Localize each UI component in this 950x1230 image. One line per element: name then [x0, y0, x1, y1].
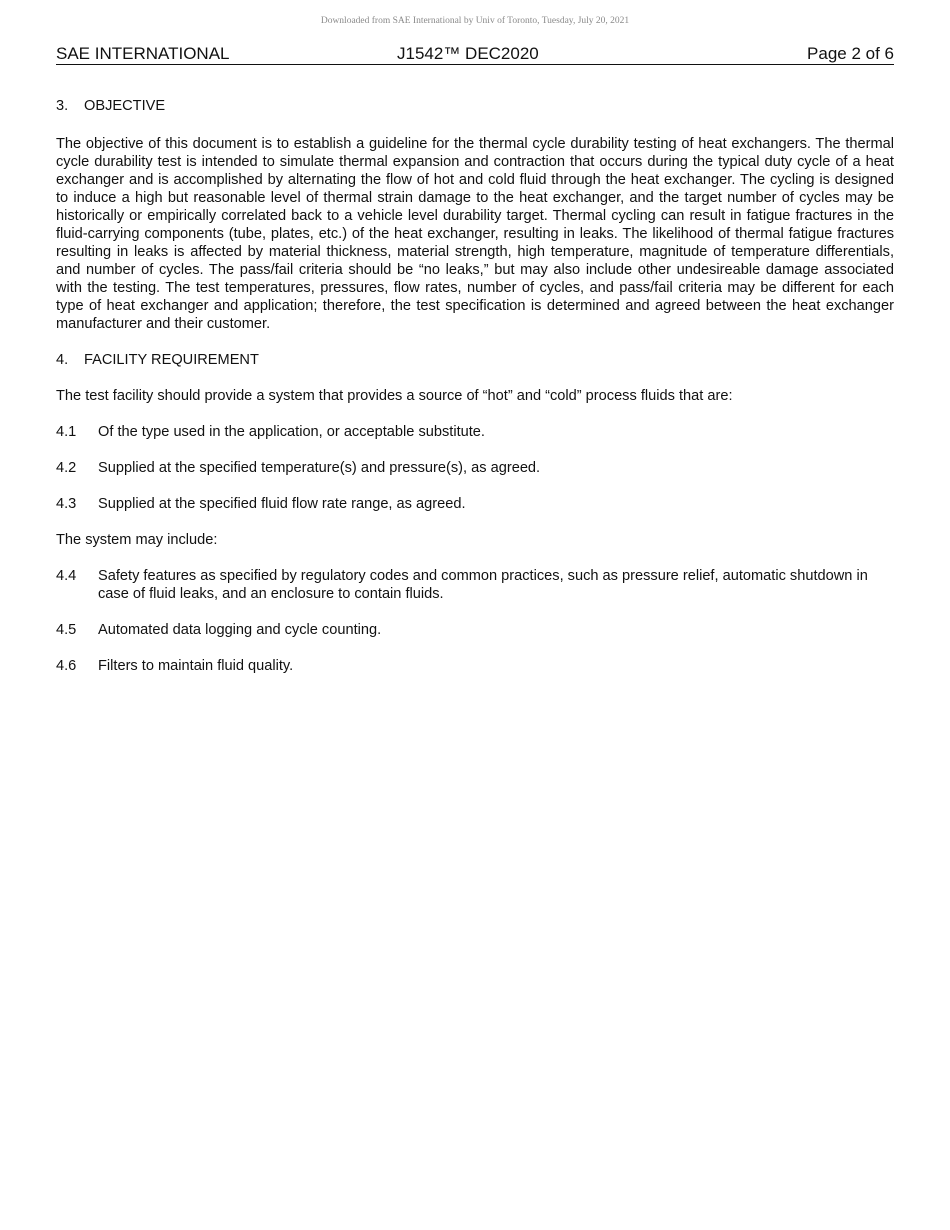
list-item-text: Automated data logging and cycle counting.	[98, 622, 382, 638]
list-item-number: 4.1	[56, 424, 77, 440]
list-item-text: Supplied at the specified temperature(s) and pressure(s), as agreed.	[98, 460, 541, 476]
list-item-number: 4.3	[56, 496, 77, 512]
list-item-number: 4.5	[56, 622, 77, 638]
document-body	[56, 97, 894, 675]
list-item-number: 4.4	[56, 568, 77, 584]
list-item	[56, 459, 894, 477]
header-document-id: J1542™ DEC2020	[397, 44, 539, 63]
facility-intro-paragraph: The test facility should provide a system that provides a source of “hot” and “cold” process fluids that are:	[56, 388, 733, 404]
list-item	[56, 495, 894, 513]
header-page-number: Page 2 of 6	[807, 44, 894, 63]
list-item	[56, 423, 894, 441]
header-organization: SAE INTERNATIONAL	[56, 44, 230, 63]
list-item	[56, 621, 894, 639]
download-watermark: Downloaded from SAE International by Univ of Toronto, Tuesday, July 20, 2021	[320, 16, 630, 26]
list-item	[56, 657, 894, 675]
list-item-number: 4.2	[56, 460, 77, 476]
list-item-text: Filters to maintain fluid quality.	[98, 658, 294, 674]
section-heading-objective	[56, 97, 894, 115]
list-item-text: Supplied at the specified fluid flow rate range, as agreed.	[98, 496, 466, 512]
section-number: 3.	[56, 98, 69, 114]
running-header	[56, 44, 894, 65]
section-heading-facility	[56, 351, 894, 369]
section-title: FACILITY REQUIREMENT	[84, 352, 259, 368]
objective-paragraph: The objective of this document is to establish a guideline for the thermal cycle durability testing of heat exchangers. The thermal cycle durability test is intended to simulate thermal expansion and contraction that occurs during the typical duty cycle of a heat exchanger and is accomplished by alternating the flow of hot and cold fluid through the heat exchanger. The cycling is designed to induce a high but reasonable level of thermal strain damage to the heat exchanger, and the target number of cycles may be historically or empirically correlated back to a vehicle level durability target. Thermal cycling can result in fatigue fractures in the fluid-carrying components (tube, plates, etc.) of the heat exchanger, resulting in leaks. The likelihood of thermal fatigue fractures resulting in leaks is affected by material thickness, material strength, high temperature, magnitude of temperature differentials, and number of cycles. The pass/fail criteria should be “no leaks,” but may also include other undesireable damage associated with the testing. The test temperatures, pressures, flow rates, number of cycles, and pass/fail criteria may be different for each type of heat exchanger and application; therefore, the test specification is determined and agreed between the heat exchanger manufacturer and their customer.	[56, 136, 894, 332]
list-item-text: Of the type used in the application, or acceptable substitute.	[98, 424, 485, 440]
list-item-text: Safety features as specified by regulatory codes and common practices, such as pressure relief, automatic shutdown in case of fluid leaks, and an enclosure to contain fluids.	[98, 568, 868, 602]
list-item	[56, 567, 894, 603]
section-title: OBJECTIVE	[84, 98, 166, 114]
optional-intro-paragraph: The system may include:	[56, 532, 218, 548]
section-number: 4.	[56, 352, 69, 368]
list-item-number: 4.6	[56, 658, 77, 674]
